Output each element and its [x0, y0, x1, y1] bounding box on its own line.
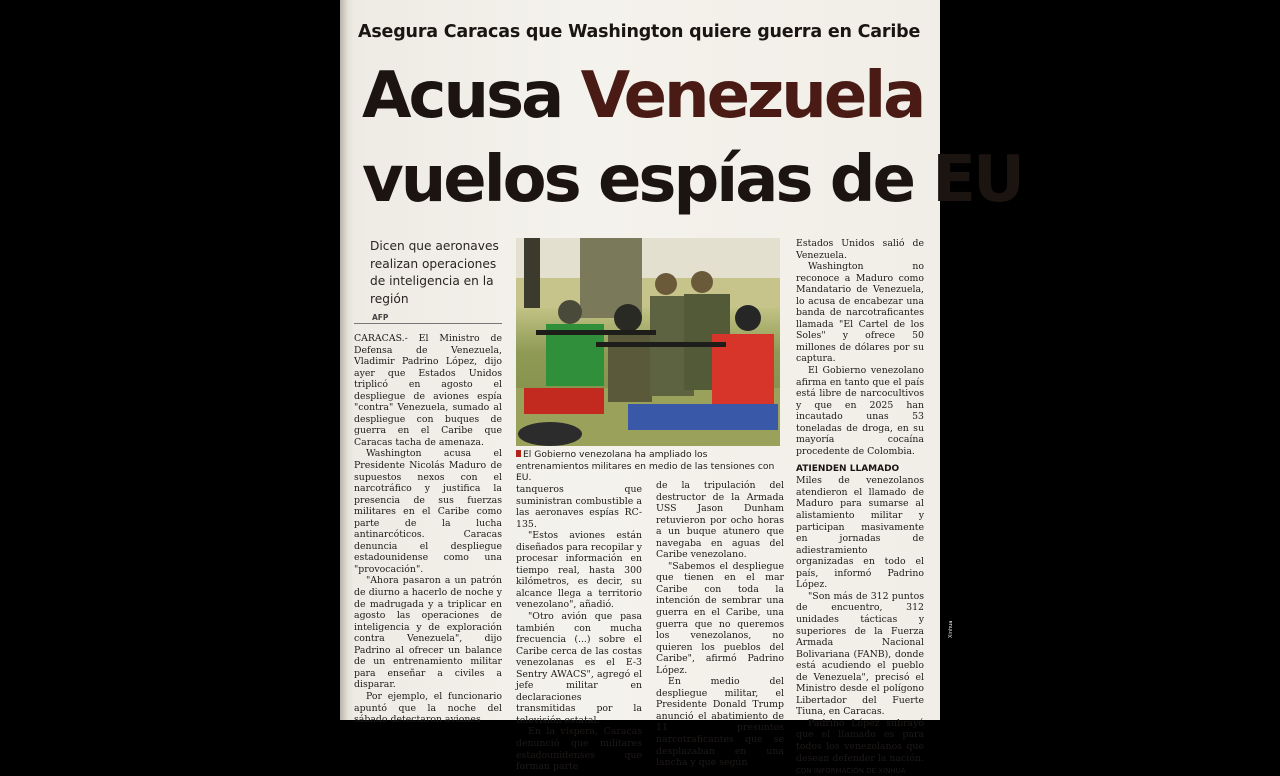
headline-word-venezuela: Venezuela: [580, 59, 924, 133]
headline-line-2: vuelos espías de EU: [362, 143, 1022, 217]
paragraph: "Ahora pasaron a un patrón de diurno a hacerlo de noche y de madrugada y a triplicar en agosto las operaciones de inteligencia y de exploración contra Venezuela", dijo Padrino al ofrecer un balance de un entrenamiento militar para enseñar a civiles a disparar.: [354, 575, 502, 691]
paragraph: Washington acusa el Presidente Nicolás Maduro de supuestos nexos con el narcotráfico y justifica la presencia de sus fuerzas militares en el Caribe como parte de la lucha antinarcóticos. Caracas denuncia el despliegue estadounidense como una "provocación".: [354, 448, 502, 575]
paragraph: "Estos aviones están diseñados para recopilar y procesar información en tiempo real, hasta 300 kilómetros, es decir, su alcance llega a territorio venezolano", añadió.: [516, 530, 642, 611]
headline-word-acusa: Acusa: [362, 59, 581, 133]
paragraph: Estados Unidos salió de Venezuela.: [796, 238, 924, 261]
paragraph: En la víspera, Caracas denunció que militares estadounidenses que forman parte: [516, 726, 642, 773]
paragraph: Padrino López subrayó que el llamado es para todos los venezolanos que desean defender la nación.: [796, 717, 924, 764]
headline-line-1: [362, 54, 1022, 138]
article-column-4: [796, 238, 924, 776]
paragraph: "Sabemos el despliegue que tienen en el mar Caribe con toda la intención de sembrar una guerra en el Caribe, una guerra que no queremos los venezolanos, no quieren los pueblos del Caribe", afirmó Padrino López.: [656, 560, 784, 676]
paragraph: Miles de venezolanos atendieron el llamado de Maduro para sumarse al alistamiento militar y participan masivamente en jornadas de adiestramiento organizadas en todo el país, informó Padrino López.: [796, 475, 924, 591]
photo-caption: [516, 449, 782, 484]
paragraph: El Gobierno venezolano afirma en tanto que el país está libre de narcocultivos y que en 2025 han incautado unas 53 toneladas de droga, en su mayoría cocaína procedente de Colombia.: [796, 365, 924, 457]
article-deck: Dicen que aeronaves realizan operaciones de inteligencia en la región: [370, 239, 499, 306]
page-fold-shadow: [340, 0, 348, 720]
newspaper-page: [340, 0, 1022, 776]
paragraph: En medio del despliegue militar, el Presidente Donald Trump anunció el abatimiento de 11 presuntos narcotraficantes que se desplazaban en una lancha y que según: [656, 676, 784, 769]
photo-credit: Xinhua: [948, 620, 954, 638]
section-subhead: ATIENDEN LLAMADO: [796, 464, 900, 475]
paragraph: "Otro avión que pasa también con mucha frecuencia (...) sobre el Caribe cerca de las costas venezolanas es el E-3 Sentry AWACS", agregó el jefe militar en declaraciones transmitidas por la televisión estatal.: [516, 611, 642, 726]
article-kicker: Asegura Caracas que Washington quiere guerra en Caribe: [358, 22, 921, 42]
photo-illustration: [516, 238, 780, 446]
deck-divider: [354, 323, 502, 324]
caption-text: El Gobierno venezolana ha ampliado los entrenamientos militares en medio de las tensiones con EU.: [516, 449, 775, 483]
article-signoff: CON INFORMACIÓN DE XINHUA: [796, 767, 906, 776]
paragraph: Por ejemplo, el funcionario apuntó que la noche del sábado detectaron aviones: [354, 690, 502, 726]
paragraph: CARACAS.- El Ministro de Defensa de Venezuela, Vladimir Padrino López, dijo ayer que Estados Unidos triplicó en agosto el despliegue de aviones espía "contra" Venezuela, sumado al despliegue con buques de guerra en el Caribe que Caracas tacha de amenaza.: [354, 333, 502, 448]
paragraph: tanqueros que suministran combustible a las aeronaves espías RC-135.: [516, 484, 642, 530]
paragraph: Washington no reconoce a Maduro como Mandatario de Venezuela, lo acusa de encabezar una banda de narcotraficantes llamada "El Cartel de los Soles" y ofrece 50 millones de dólares por su captura.: [796, 261, 924, 365]
paragraph: de la tripulación del destructor de la Armada USS Jason Dunham retuvieron por ocho horas a un buque atunero que navegaba en aguas del Caribe venezolano.: [656, 480, 784, 561]
article-column-3: [656, 480, 784, 769]
article-headline: [362, 54, 1022, 222]
paragraph: "Son más de 312 puntos de encuentro, 312 unidades tácticas y superiores de la Fuerza Armada Nacional Bolivariana (FANB), donde está acudiendo el pueblo de Venezuela", precisó el Ministro desde el polígono Libertador del Fuerte Tiuna, en Caracas.: [796, 590, 924, 718]
article-column-1: [354, 333, 502, 726]
news-agency-credit: AFP: [372, 313, 389, 322]
caption-marker: [516, 450, 521, 457]
article-column-2: [516, 484, 642, 773]
